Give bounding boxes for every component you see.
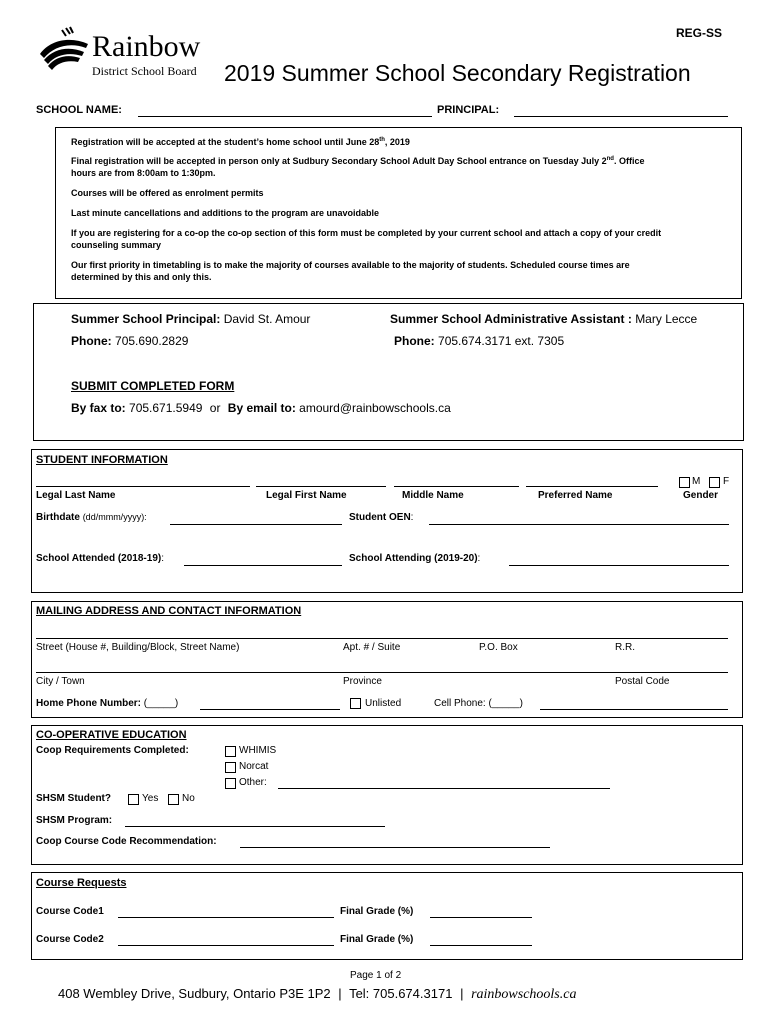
whmis-label: WHIMIS [239,745,277,756]
coop-heading: CO-OPERATIVE EDUCATION [36,729,187,741]
assistant-phone: Phone: 705.674.3171 ext. 7305 [394,334,565,348]
apt-label: Apt. # / Suite [343,642,401,653]
course-code2-field[interactable] [118,945,334,946]
school-attending-label: School Attending (2019-20): [349,553,481,564]
middle-name-label: Middle Name [402,490,464,501]
gender-f-label: F [723,476,730,487]
gender-m-checkbox[interactable] [679,477,690,488]
city-label: City / Town [36,676,85,687]
student-info-box [31,449,743,593]
school-name-field[interactable] [138,116,432,117]
notice-priority: Our first priority in timetabling is to make the majority of courses available to the majority of students. Scheduled course times are [71,260,630,270]
notice-cancellations: Last minute cancellations and additions to the program are unavoidable [71,208,380,218]
principal-contact: Summer School Principal: David St. Amour [71,312,311,326]
student-oen-label: Student OEN: [349,512,414,523]
birthdate-field[interactable] [170,524,342,525]
final-grade1-label: Final Grade (%) [340,906,414,917]
birthdate-label: Birthdate (dd/mmm/yyyy): [36,512,147,523]
shsm-program-field[interactable] [125,826,385,827]
course-requests-heading: Course Requests [36,877,127,889]
shsm-no-checkbox[interactable] [168,794,179,805]
shsm-yes-label: Yes [142,793,159,804]
street-field[interactable] [36,638,728,639]
student-info-heading: STUDENT INFORMATION [36,454,168,466]
postal-code-label: Postal Code [615,676,670,687]
notice-coop-2: counseling summary [71,240,162,250]
legal-last-name-label: Legal Last Name [36,490,116,501]
legal-first-name-field[interactable] [256,486,386,487]
notice-priority-2: determined by this and only this. [71,272,212,282]
coop-box [31,725,743,865]
notice-final-registration: Final registration will be accepted in person only at Sudbury Secondary School Adult Day School entrance on Tuesday July 2nd. Office [71,156,645,166]
contacts-box [33,303,744,441]
mailing-heading: MAILING ADDRESS AND CONTACT INFORMATION [36,605,302,617]
school-name-label: SCHOOL NAME: [36,104,122,116]
gender-m-label: M [692,476,701,487]
footer-address: 408 Wembley Drive, Sudbury, Ontario P3E 1P2 | Tel: 705.674.3171 | rainbowschools.ca [58,986,577,1002]
notice-deadline: Registration will be accepted at the student’s home school until June 28th, 2019 [71,137,410,147]
city-field[interactable] [36,672,728,673]
whmis-checkbox[interactable] [225,746,236,757]
submit-methods: By fax to: 705.671.5949 or By email to: amourd@rainbowschools.ca [71,401,451,415]
cell-phone-field[interactable] [540,709,728,710]
course-code1-label: Course Code1 [36,906,104,917]
shsm-program-label: SHSM Program: [36,815,113,826]
norcat-checkbox[interactable] [225,762,236,773]
other-checkbox[interactable] [225,778,236,789]
principal-label: PRINCIPAL: [437,104,500,116]
shsm-student-label: SHSM Student? [36,793,111,804]
norcat-label: Norcat [239,761,269,772]
assistant-contact: Summer School Administrative Assistant : Mary Lecce [390,312,698,326]
principal-phone: Phone: 705.690.2829 [71,334,189,348]
home-phone-label: Home Phone Number: (_____) [36,698,179,709]
other-field[interactable] [278,788,610,789]
legal-last-name-field[interactable] [36,486,250,487]
rainbow-logo-icon [36,26,96,86]
coop-requirements-label: Coop Requirements Completed: [36,745,189,756]
rainbow-logo [36,26,216,86]
page-number: Page 1 of 2 [350,970,402,981]
coop-course-code-field[interactable] [240,847,550,848]
home-phone-field[interactable] [200,709,340,710]
final-grade1-field[interactable] [430,917,532,918]
principal-field[interactable] [514,116,728,117]
footer-website[interactable]: rainbowschools.ca [471,987,577,1002]
legal-first-name-label: Legal First Name [266,490,347,501]
submit-heading: SUBMIT COMPLETED FORM [71,379,235,393]
student-oen-field[interactable] [429,524,729,525]
logo-subtitle: District School Board [92,64,197,78]
course-code2-label: Course Code2 [36,934,104,945]
email-link[interactable]: amourd@rainbowschools.ca [299,401,451,415]
po-box-label: P.O. Box [479,642,518,653]
notices-box [55,127,742,299]
school-attending-field[interactable] [509,565,729,566]
shsm-no-label: No [182,793,195,804]
preferred-name-label: Preferred Name [538,490,613,501]
other-label: Other: [239,777,267,788]
notice-enrolment: Courses will be offered as enrolment permits [71,188,264,198]
school-attended-label: School Attended (2018-19): [36,553,164,564]
course-requests-box [31,872,743,960]
mailing-box [31,601,743,718]
form-code: REG-SS [676,26,723,40]
shsm-yes-checkbox[interactable] [128,794,139,805]
notice-coop: If you are registering for a co-op the co-op section of this form must be completed by your current school and attach a copy of your credit [71,228,662,238]
gender-label: Gender [683,490,719,501]
coop-course-code-label: Coop Course Code Recommendation: [36,836,217,847]
school-attended-field[interactable] [184,565,342,566]
logo-name: Rainbow [92,30,201,63]
unlisted-label: Unlisted [365,698,402,709]
province-label: Province [343,676,382,687]
gender-f-checkbox[interactable] [709,477,720,488]
unlisted-checkbox[interactable] [350,698,361,709]
middle-name-field[interactable] [394,486,519,487]
street-label: Street (House #, Building/Block, Street Name) [36,642,240,653]
final-grade2-field[interactable] [430,945,532,946]
notice-office-hours: hours are from 8:00am to 1:30pm. [71,168,216,178]
final-grade2-label: Final Grade (%) [340,934,414,945]
preferred-name-field[interactable] [526,486,658,487]
course-code1-field[interactable] [118,917,334,918]
page-title: 2019 Summer School Secondary Registration [224,60,691,86]
rr-label: R.R. [615,642,635,653]
cell-phone-label: Cell Phone: (_____) [434,698,523,709]
